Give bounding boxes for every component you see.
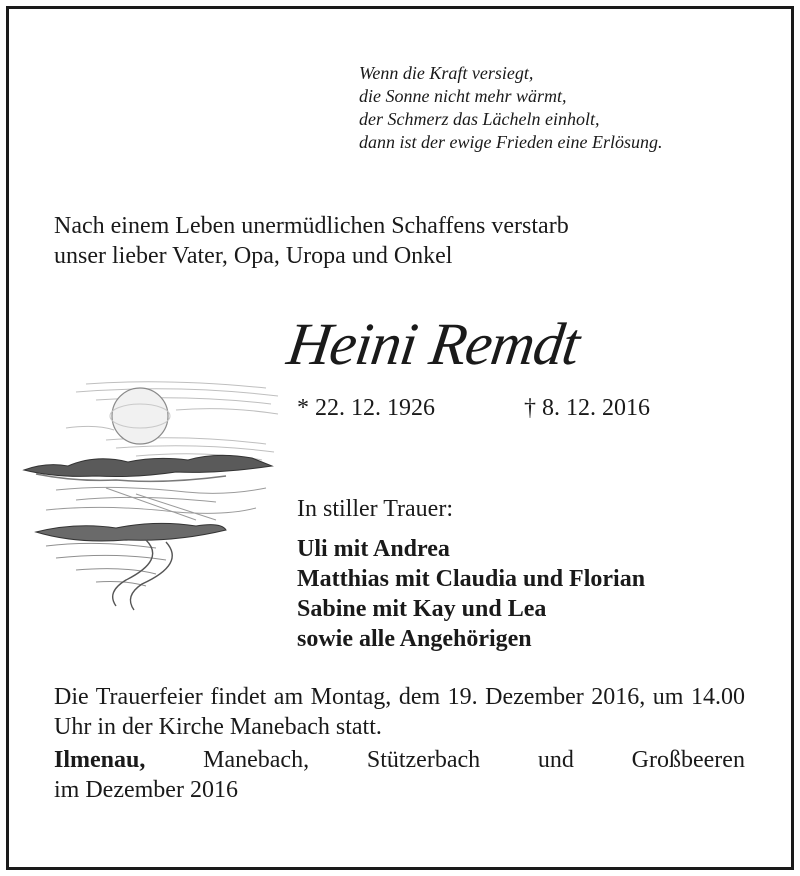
poem-verse	[359, 62, 662, 154]
shore-strip	[36, 523, 226, 541]
intro-line: Nach einem Leben unermüdlichen Schaffens verstarb	[54, 213, 569, 239]
deceased-name: Heini Remdt	[283, 311, 584, 377]
intro-line: unser lieber Vater, Opa, Uropa und Onkel	[54, 243, 453, 269]
mourners-list	[297, 534, 645, 654]
life-dates	[297, 393, 650, 423]
poem-line: dann ist der ewige Frieden eine Erlösung.	[359, 132, 663, 152]
death-date: † 8. 12. 2016	[524, 395, 650, 421]
sunset-landscape-illustration	[16, 370, 286, 620]
mourner-line: Matthias mit Claudia und Florian	[297, 566, 646, 592]
location-block	[54, 745, 745, 805]
mourner-line: sowie alle Angehörigen	[297, 626, 532, 652]
place-name: Ilmenau,	[54, 747, 146, 773]
poem-line: Wenn die Kraft versiegt,	[359, 63, 534, 83]
mourner-line: Sabine mit Kay und Lea	[297, 596, 547, 622]
date-line: im Dezember 2016	[54, 777, 238, 803]
birth-date: * 22. 12. 1926	[297, 395, 435, 421]
mourning-label: In stiller Trauer:	[297, 496, 453, 522]
mountain-range	[24, 455, 272, 476]
place-connector: und	[537, 747, 574, 773]
place-name: Stützerbach	[366, 747, 481, 773]
poem-line: die Sonne nicht mehr wärmt,	[359, 86, 567, 106]
places-line	[54, 745, 745, 775]
mourner-line: Uli mit Andrea	[297, 536, 450, 562]
intro-text	[54, 211, 569, 271]
place-name: Manebach,	[203, 747, 310, 773]
poem-line: der Schmerz das Lächeln einholt,	[359, 109, 600, 129]
funeral-announcement: Die Trauerfeier findet am Montag, dem 19. Dezember 2016, um 14.00 Uhr in der Kirche Manebach statt.	[54, 684, 745, 740]
sun-shape	[112, 388, 168, 444]
place-name: Großbeeren	[631, 747, 745, 773]
